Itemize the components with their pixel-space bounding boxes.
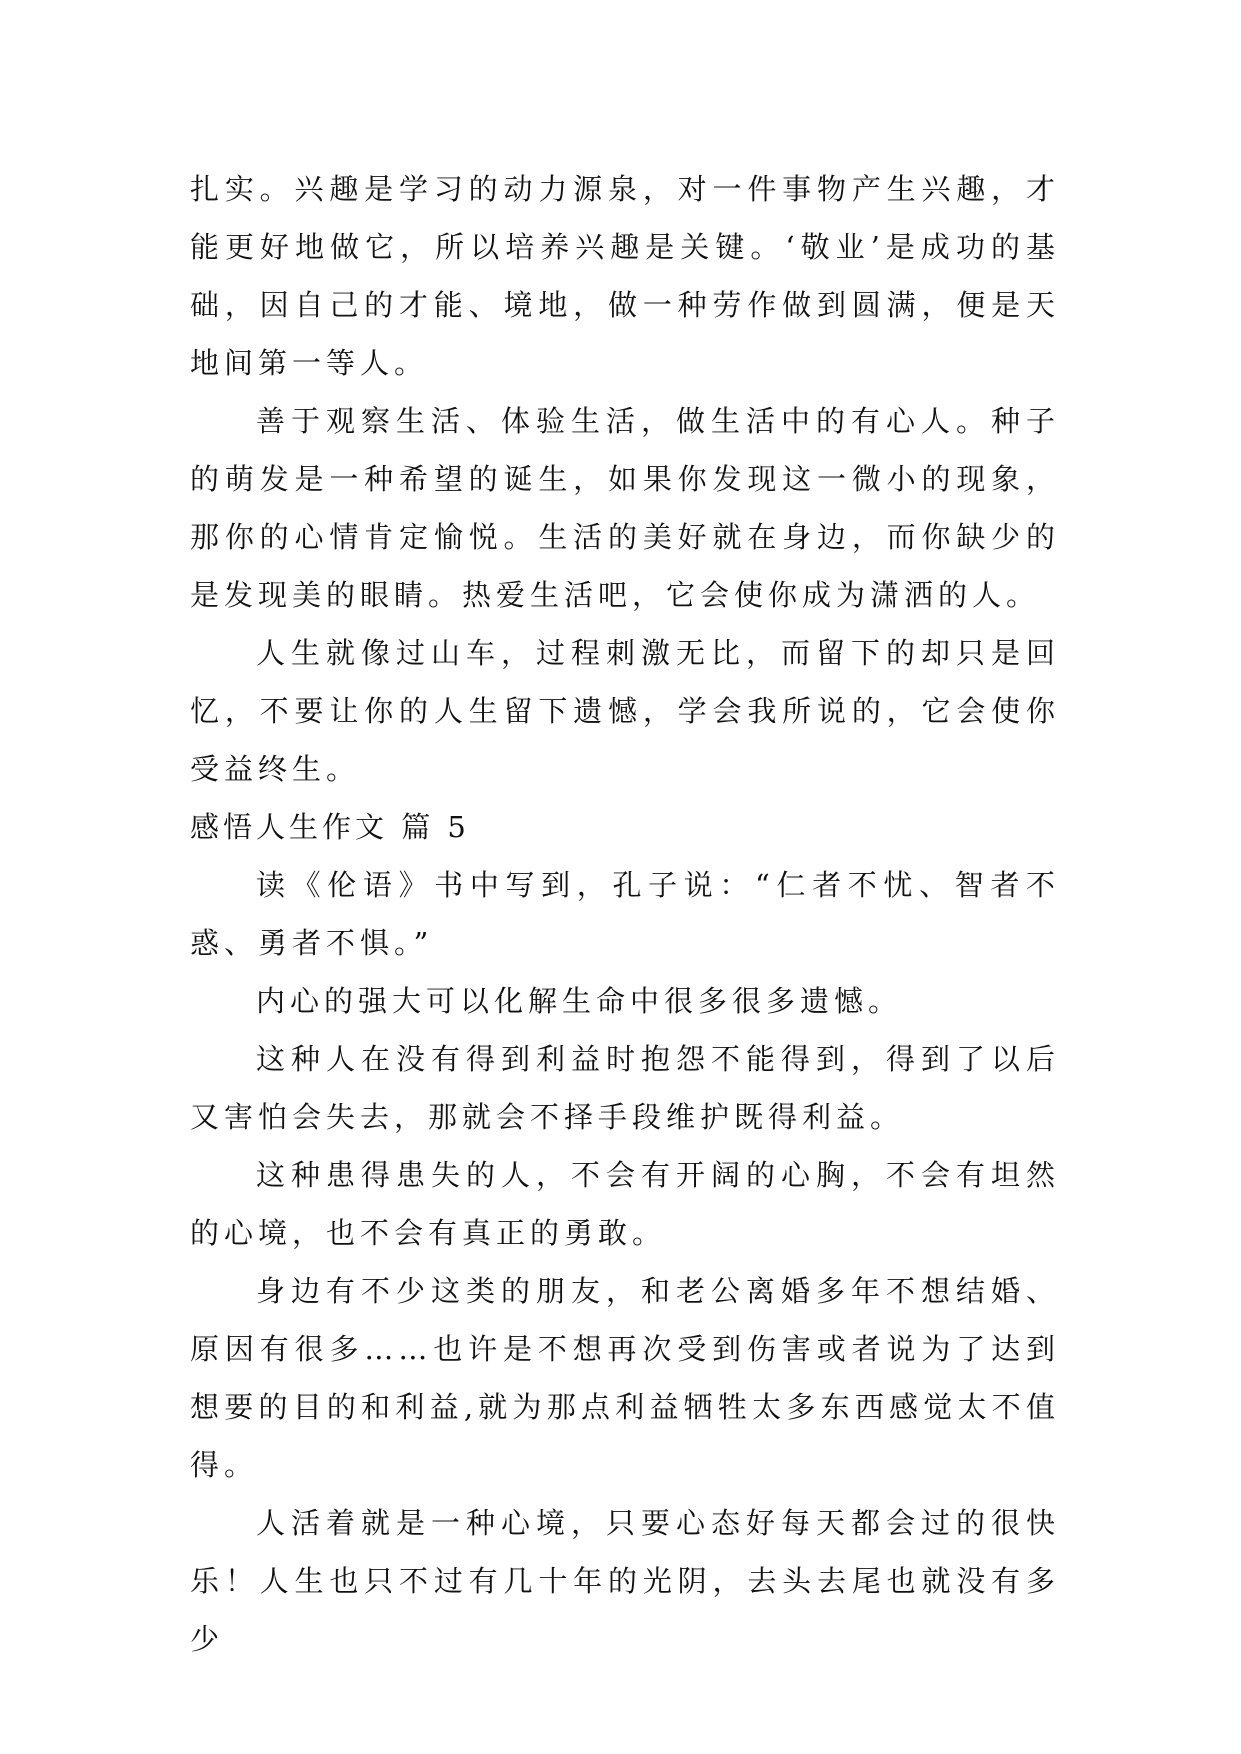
paragraph: 这种患得患失的人，不会有开阔的心胸，不会有坦然的心境，也不会有真正的勇敢。	[190, 1158, 1060, 1250]
paragraph: 内心的强大可以化解生命中很多很多遗憾。	[256, 984, 903, 1018]
paragraph: 读《伦语》书中写到，孔子说：“仁者不忧、智者不惑、勇者不惧。”	[190, 868, 1060, 960]
paragraph: 这种人在没有得到利益时抱怨不能得到，得到了以后又害怕会失去，那就会不择手段维护既得利益。	[190, 1042, 1060, 1134]
paragraph: 人生就像过山车，过程刺激无比，而留下的却只是回忆，不要让你的人生留下遗憾，学会我所说的，它会使你受益终生。	[190, 636, 1060, 786]
document-body	[190, 160, 1060, 1668]
paragraph-continued: 扎实。兴趣是学习的动力源泉，对一件事物产生兴趣，才能更好地做它，所以培养兴趣是关键。‘敬业’是成功的基础，因自己的才能、境地，做一种劳作做到圆满，便是天地间第一等人。	[190, 172, 1060, 380]
section-heading: 感悟人生作文 篇 5	[190, 810, 470, 844]
paragraph: 人活着就是一种心境，只要心态好每天都会过的很快乐！人生也只不过有几十年的光阴，去头去尾也就没有多少	[190, 1506, 1060, 1656]
paragraph: 身边有不少这类的朋友，和老公离婚多年不想结婚、原因有很多……也许是不想再次受到伤害或者说为了达到想要的目的和利益,就为那点利益牺牲太多东西感觉太不值得。	[190, 1274, 1060, 1482]
paragraph: 善于观察生活、体验生活，做生活中的有心人。种子的萌发是一种希望的诞生，如果你发现这一微小的现象，那你的心情肯定愉悦。生活的美好就在身边，而你缺少的是发现美的眼睛。热爱生活吧，它会使你成为潇洒的人。	[190, 404, 1060, 612]
